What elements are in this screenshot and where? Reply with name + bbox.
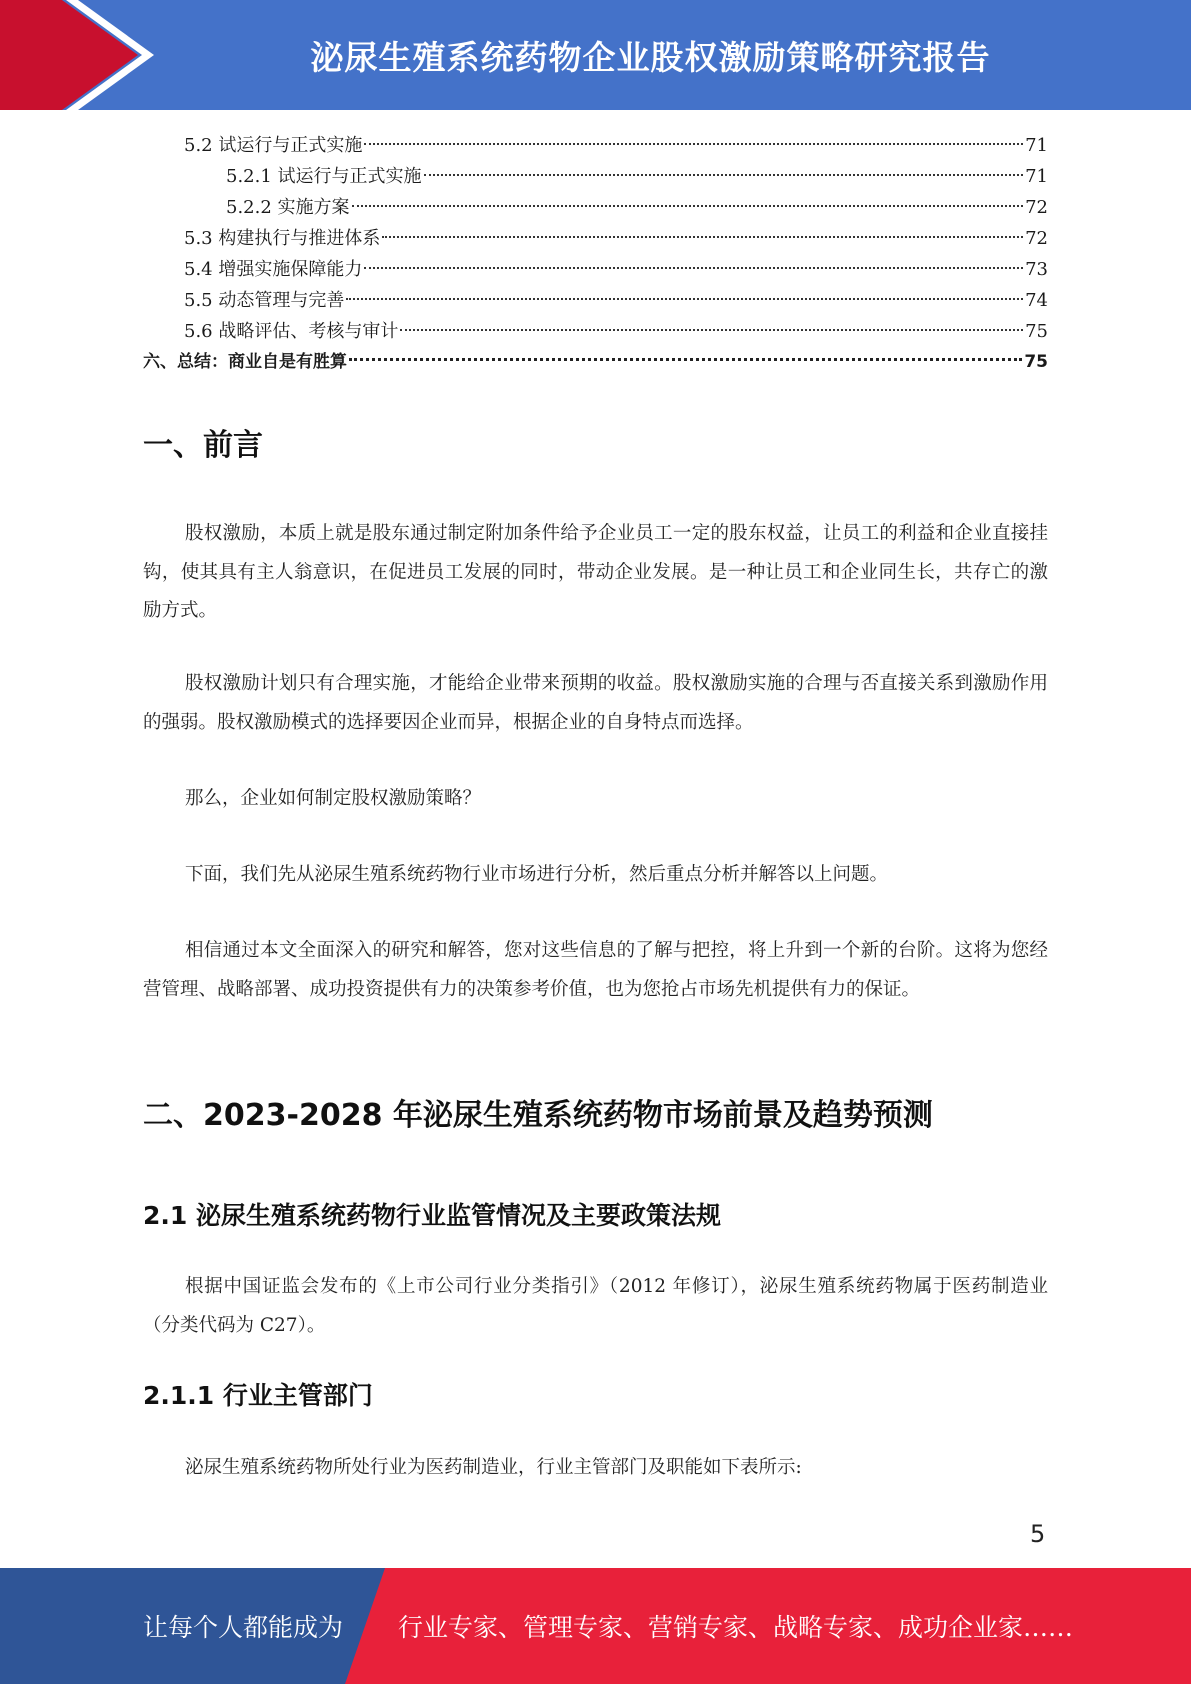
subsection-heading: 2.1 泌尿生殖系统药物行业监管情况及主要政策法规: [143, 1201, 721, 1230]
paragraph: 根据中国证监会发布的《上市公司行业分类指引》（2012 年修订），泌尿生殖系统药物属于医药制造业（分类代码为 C27）。: [143, 1276, 1048, 1336]
page-header: [0, 0, 1191, 110]
table-of-contents: [143, 130, 1048, 378]
section-heading-market: 二、2023-2028 年泌尿生殖系统药物市场前景及趋势预测: [143, 1098, 933, 1133]
toc-entry[interactable]: [143, 192, 1048, 223]
toc-leader: [352, 205, 1024, 207]
toc-entry[interactable]: [143, 223, 1048, 254]
toc-entry-label: 5.5 动态管理与完善: [184, 290, 345, 311]
footer-slogan-right: 行业专家、管理专家、营销专家、战略专家、成功企业家……: [398, 1613, 1074, 1642]
paragraph: 股权激励计划只有合理实施，才能给企业带来预期的收益。股权激励实施的合理与否直接关系到激励作用的强弱。股权激励模式的选择要因企业而异，根据企业的自身特点而选择。: [143, 673, 1048, 733]
toc-entry-label: 5.2.2 实施方案: [226, 197, 350, 218]
toc-entry[interactable]: [143, 130, 1048, 161]
toc-entry-page: 72: [1025, 228, 1048, 249]
toc-entry-label: 5.3 构建执行与推进体系: [184, 228, 381, 249]
toc-leader: [364, 267, 1023, 269]
toc-entry-chapter[interactable]: [143, 347, 1048, 378]
toc-entry-page: 71: [1025, 166, 1048, 187]
toc-entry-label: 5.6 战略评估、考核与审计: [184, 321, 399, 342]
toc-leader: [346, 298, 1023, 300]
red-chevron-decoration: [0, 0, 160, 110]
toc-entry-label: 5.2 试运行与正式实施: [184, 135, 363, 156]
toc-entry-label: 5.2.1 试运行与正式实施: [226, 166, 422, 187]
report-title: 泌尿生殖系统药物企业股权激励策略研究报告: [310, 37, 991, 77]
toc-entry-page: 75: [1024, 352, 1048, 372]
toc-entry-label: 5.4 增强实施保障能力: [184, 259, 363, 280]
section-heading-preface: 一、前言: [143, 428, 263, 463]
footer-slogan-left: 让每个人都能成为: [143, 1613, 344, 1642]
paragraph: 股权激励，本质上就是股东通过制定附加条件给予企业员工一定的股东权益，让员工的利益和企业直接挂钩，使其具有主人翁意识，在促进员工发展的同时，带动企业发展。是一种让员工和企业同生长，共存亡的激励方式。: [143, 523, 1048, 621]
paragraph: 下面，我们先从泌尿生殖系统药物行业市场进行分析，然后重点分析并解答以上问题。: [185, 864, 889, 885]
page-footer: [0, 1568, 1191, 1684]
toc-entry-label: 六、总结：商业自是有胜算: [143, 352, 347, 372]
toc-entry-page: 74: [1025, 290, 1048, 311]
toc-leader: [349, 358, 1022, 361]
paragraph: 相信通过本文全面深入的研究和解答，您对这些信息的了解与把控，将上升到一个新的台阶。这将为您经营管理、战略部署、成功投资提供有力的决策参考价值，也为您抢占市场先机提供有力的保证。: [143, 940, 1048, 1000]
toc-entry-page: 71: [1025, 135, 1048, 156]
toc-entry[interactable]: [143, 254, 1048, 285]
toc-leader: [424, 174, 1024, 176]
toc-entry-page: 75: [1025, 321, 1048, 342]
toc-entry[interactable]: [143, 161, 1048, 192]
toc-entry[interactable]: [143, 316, 1048, 347]
paragraph: 泌尿生殖系统药物所处行业为医药制造业，行业主管部门及职能如下表所示:: [185, 1457, 802, 1478]
subsection-heading: 2.1.1 行业主管部门: [143, 1381, 373, 1410]
toc-leader: [400, 329, 1023, 331]
toc-entry[interactable]: [143, 285, 1048, 316]
toc-entry-page: 72: [1025, 197, 1048, 218]
page-number: 5: [1030, 1520, 1046, 1548]
toc-leader: [364, 143, 1023, 145]
toc-leader: [382, 236, 1023, 238]
toc-entry-page: 73: [1025, 259, 1048, 280]
paragraph: 那么，企业如何制定股权激励策略？: [185, 788, 482, 809]
